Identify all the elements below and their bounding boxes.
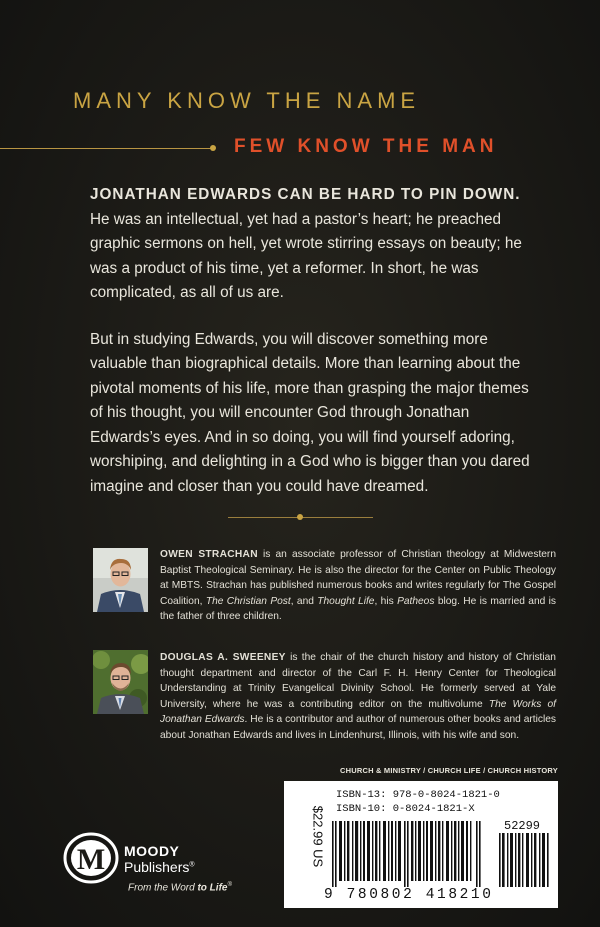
publication-title: Thought Life [317,595,375,607]
publication-title: The Christian Post [205,595,291,607]
author-bio-text: , and [290,595,318,607]
publisher-name-publishers [124,859,195,875]
tagline-top: MANY KNOW THE NAME [73,88,421,113]
blurb-lead: JONATHAN EDWARDS CAN BE HARD TO PIN DOWN. [90,186,521,203]
tagline-rule [0,148,212,149]
publication-title: Patheos [397,595,435,607]
price-label: $22.99 US [310,805,326,868]
isbn10-label: ISBN-10: 0-8024-1821-X [336,803,475,815]
price-addon-code: 52299 [504,819,541,833]
author-bio-text: blog. He is married and is the father of three children. [160,595,557,622]
author-name: DOUGLAS A. SWEENEY [160,652,286,663]
author-bio-text: , his [374,595,398,607]
ean-barcode-icon [328,821,488,887]
blurb-p1-text: He was an intellectual, yet had a pastor’s heart; he preached graphic sermons on hell, yet wrote stirring essays on beauty; he was a product of his time, yet a reformer. In short, he was complicated, as all of us are. [90,210,522,301]
moody-logo-icon [63,832,119,884]
author-bio-text: is the chair of the church history and history of Christian thought department and director of the Carl F. H. Henry Center for Theological Understanding at Trinity Evangelical Divinity School. He formerly served at Yale University, where he was a contributing editor on the multivolume [160,652,556,710]
tagline-rule-dot [210,145,216,151]
author-bio-strachan [160,547,556,625]
bisac-category: CHURCH & MINISTRY / CHURCH LIFE / CHURCH HISTORY [340,766,558,775]
author-bio-text: is an associate professor of Christian theology at Midwestern Baptist Theological Seminary. He is also the director for the Center on Public Theology at MBTS. Strachan has published numerous books and writes regularly for The Gospel Coalition, [160,549,556,607]
publisher-name-text: Publishers [124,859,190,875]
author-bio-text: . He is a contributor and author of numerous other books and articles about Jonathan Edwards and lives in Lindenhurst, Illinois, with his wife and son. [160,714,556,741]
tagline-emphasis: to Life [197,882,228,894]
barcode-panel [284,781,558,908]
author-bio-sweeney [160,650,556,743]
blurb-paragraph-1 [90,183,530,306]
blurb [90,183,530,521]
blurb-paragraph-2: But in studying Edwards, you will discover something more valuable than biographical details. More than learning about the pivotal moments of his life, more than grasping the major themes of his thought, you will encounter God through Jonathan Edwards’s eyes. And in so doing, you will find yourself adoring, worshiping, and delighting in a God who is bigger than you dared imagine and closer than you could have dreamed. [90,330,530,495]
section-divider-dot [297,514,303,520]
isbn13-label: ISBN-13: 978-0-8024-1821-0 [336,789,500,801]
logo-letter: M [76,843,106,876]
registered-mark: ® [227,882,232,888]
author-photo-strachan [93,548,148,612]
tagline-text: From the Word [128,882,198,894]
registered-mark: ® [189,861,195,869]
publication-title: The Works of Jonathan Edwards [160,698,556,725]
publisher-name-moody: MOODY [124,843,180,859]
author-photo-sweeney [93,650,148,714]
author-name: OWEN STRACHAN [160,549,258,560]
barcode-digits: 9 780802 418210 [324,887,494,903]
publisher-tagline [128,882,232,893]
tagline-bottom: FEW KNOW THE MAN [234,136,498,157]
addon-barcode-icon [498,833,550,887]
